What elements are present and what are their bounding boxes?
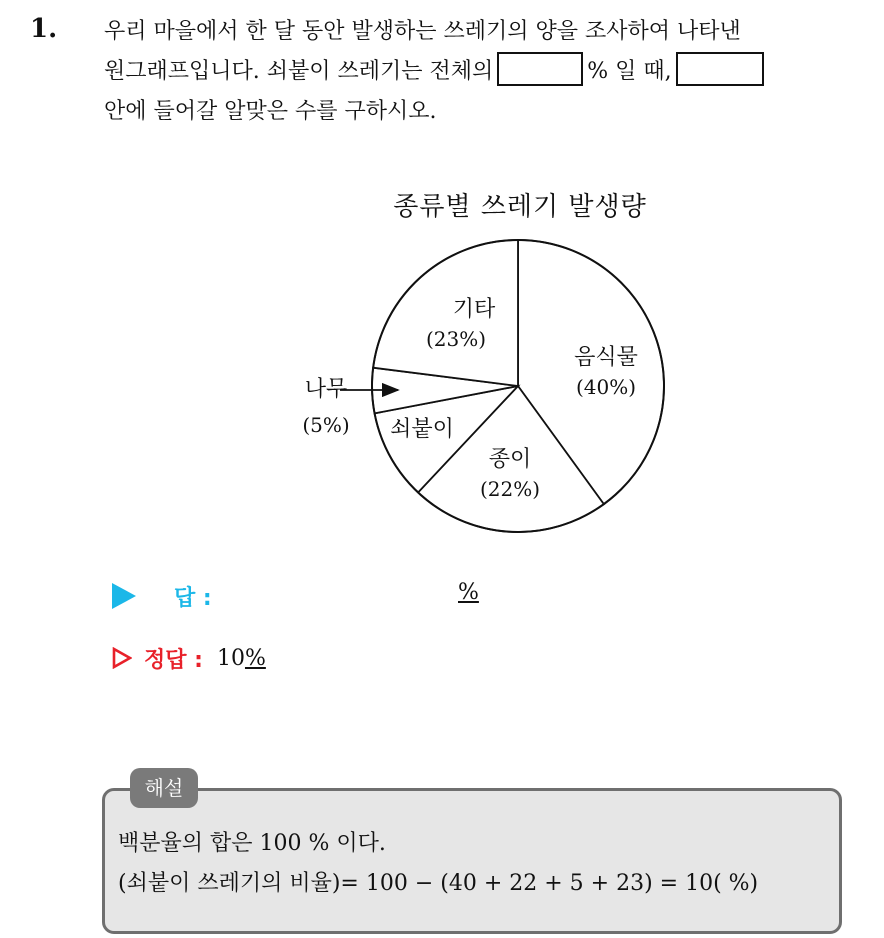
question-text [104,12,874,132]
question-line-2 [104,52,874,92]
chart-title: 종류별 쓰레기 발생량 [393,192,647,222]
correct-unit: % [244,645,266,671]
slice-label-종이: 종이 [488,447,532,472]
explanation-tag: 해설 [130,768,198,808]
correct-value: 10 [216,645,245,671]
question-line-2-b: % 일 때, [587,59,672,84]
slice-pct-음식물: (40%) [575,375,637,399]
correct-label: 정답 : [144,647,203,673]
question-line-1: 우리 마을에서 한 달 동안 발생하는 쓰레기의 양을 조사하여 나타낸 [104,19,741,44]
slice-label-쇠붙이: 쇠붙이 [390,417,454,442]
slice-pct-종이: (22%) [479,477,541,501]
correct-row [112,640,266,676]
outline-triangle-icon [112,647,132,669]
slice-pct-나무: (5%) [302,413,350,437]
explanation-line-1: 백분율의 합은 100 % 이다. [118,831,386,856]
answer-label: 답 : [174,585,212,611]
blank-box [497,52,583,86]
question-line-3: 안에 들어갈 알맞은 수를 구하시오. [104,99,437,124]
slice-label-음식물: 음식물 [574,345,638,370]
question-number: 1. [30,14,58,44]
answer-row [112,578,212,614]
pie-slice-기타 [373,240,518,386]
pie-chart [280,230,680,550]
question-line-2-a: 원그래프입니다. 쇠붙이 쓰레기는 전체의 [104,59,494,84]
slice-pct-기타: (23%) [425,327,487,351]
explanation-line-2: (쇠붙이 쓰레기의 비율)= 100 − (40 + 22 + 5 + 23) = 10( %) [118,871,759,896]
slice-label-기타: 기타 [452,297,496,322]
blank-box-2 [676,52,764,86]
play-triangle-icon [112,583,136,609]
answer-unit: % [458,580,479,605]
explanation-box [102,788,842,934]
slice-label-나무: 나무 [304,377,348,402]
